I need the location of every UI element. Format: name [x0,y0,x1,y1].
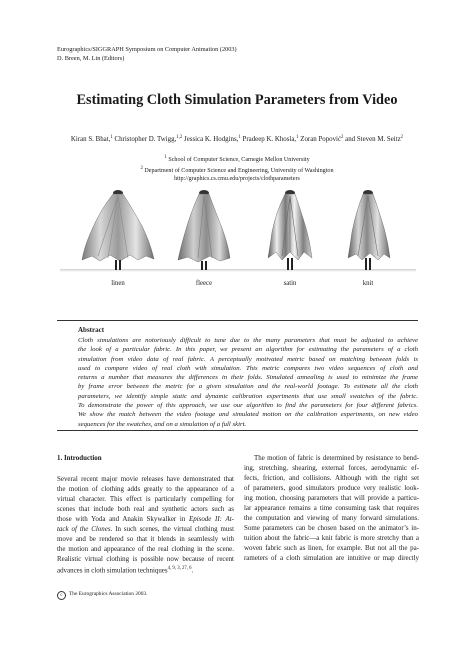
abstract-line: We show the match between the video footage and simulated motion on the calibration experiments, on new video [78,411,418,419]
caption-linen: linen [111,280,125,287]
text-line: woven fabric such as linen, for example. But not all the pa- [244,544,419,553]
venue-header [57,46,237,63]
left-column [57,453,234,576]
right-column [244,453,419,564]
caption-fleece: fleece [195,280,213,287]
author: Pradeep K. Khosla,$^1$ [242,135,299,143]
author: Christopher D. Twigg,$^{1,2}$ [114,135,183,143]
affiliations [0,154,474,184]
author: and Steven M. Seitz$^2$ [345,135,404,143]
section-heading: 1. Introduction [57,454,102,462]
abstract-line: Cloth simulations are notoriously difficult to tune due to the many parameters that must be adjusted to achieve [78,337,418,344]
caption-satin: satin [283,280,297,287]
text-line: advances in cloth simulation techniques$^{4, 9, 3, 27, 6}$. [57,566,194,575]
text-line: fects, friction, and collisions. Although with the right set [244,474,419,483]
abstract-heading: Abstract [78,326,105,334]
abstract-line: used to compare video of real cloth with simulation. This metric compares two video sequences of cloth and [78,364,418,372]
text-line: tuition about the fabric—a knit fabric is more stretchy than a [244,534,419,543]
text-line: ing motion, choosing parameters that will provide a particu- [244,494,419,503]
abstract-body [78,336,418,429]
abstract-rule-top [57,320,418,321]
teaser-figure [60,186,416,291]
text-line: the motion and appearance of the real clothing in the scene. [57,545,234,554]
abstract-line: returns a number that measures the differences in their folds. Simulated annealing is used to minimize the frame [78,374,418,382]
text-line: those with Yoda and Anakin Skywalker in Episode II: At- [57,515,234,524]
text-line: Several recent major movie releases have demonstrated that [57,475,234,484]
author: Zoran Popović$^2$ [300,135,344,143]
intro-paragraph-right [244,453,419,564]
affiliation-1: $^1$ School of Computer Science, Carnegie Mellon University [164,155,310,163]
text-line: scenes that include both real and synthetic actors such as [57,505,234,514]
linen-cloth-image [78,186,158,272]
abstract-line: simulation from video data of real fabric. A perceptually motivated metric based on matching between folds is [78,355,418,363]
abstract-line: by frame error between the metric for a given simulation and the real-world footage. To estimate all the cloth [78,383,418,391]
text-line: Some parameters can be chosen based on the animator’s in- [244,524,419,533]
author-list [0,135,474,143]
knit-cloth-image [328,186,408,272]
text-line: ing, stretching, shearing, external forces, aerodynamic ef- [244,464,419,473]
author: Kiran S. Bhat,$^1$ [70,135,113,143]
text-line: of parameters, good simulators produce very realistic look- [244,484,419,493]
abstract-line: To demonstrate the power of this approach, we use our algorithm to find the parameters for four different fabrics. [78,402,418,410]
intro-paragraph-left [57,474,234,576]
text-line: Realistic virtual clothing is possible now because of recent [57,555,234,564]
text-line: move and be rendered so that it blends in seamlessly with [57,535,234,544]
copyright-footnote: c The Eurographics Association 2003. [57,591,147,600]
text-line: virtual character. This effect is particularly compelling for [57,495,234,504]
text-line: the computation and viewing of many forward simulations. [244,514,419,523]
project-url: http://graphics.cs.cmu.edu/projects/clothparameters [174,176,300,182]
citation: 4, 9, 3, 27, 6 [167,566,192,572]
text-line: rameters of a cloth simulation are intuitive or map directly [244,554,419,563]
author: Jessica K. Hodgins,$^1$ [184,135,241,143]
text-line: tack of the Clones. In such scenes, the virtual clothing must [57,525,234,534]
abstract-rule-bottom [57,430,418,431]
abstract-line: parameters, we identify simple static and dynamic calibration experiments that use small swatches of the fabric. [78,392,418,400]
abstract-line: the look of a particular fabric. In this paper, we present an algorithm for estimating the parameters of a cloth [78,346,418,354]
abstract-line: sequences for the swatches, and on a simulation of a full skirt. [78,420,247,428]
affiliation-2: $^2$ Department of Computer Science and Engineering, University of Washington [140,165,334,174]
text-line: The motion of fabric is determined by resistance to bend- [254,454,419,462]
editors-line: D. Breen, M. Lin (Editors) [57,54,125,62]
fleece-cloth-image [164,186,244,272]
text-line: the motion of clothing adds greatly to the appearance of a [57,485,234,494]
caption-knit: knit [362,280,374,287]
venue-line: Eurographics/SIGGRAPH Symposium on Computer Animation (2003) [57,46,237,53]
text-line: lar appearance remains a time consuming task that requires [244,504,419,513]
paper-title: Estimating Cloth Simulation Parameters from Video [76,92,398,108]
copyright-icon: c [57,591,66,600]
satin-cloth-image [250,186,330,272]
